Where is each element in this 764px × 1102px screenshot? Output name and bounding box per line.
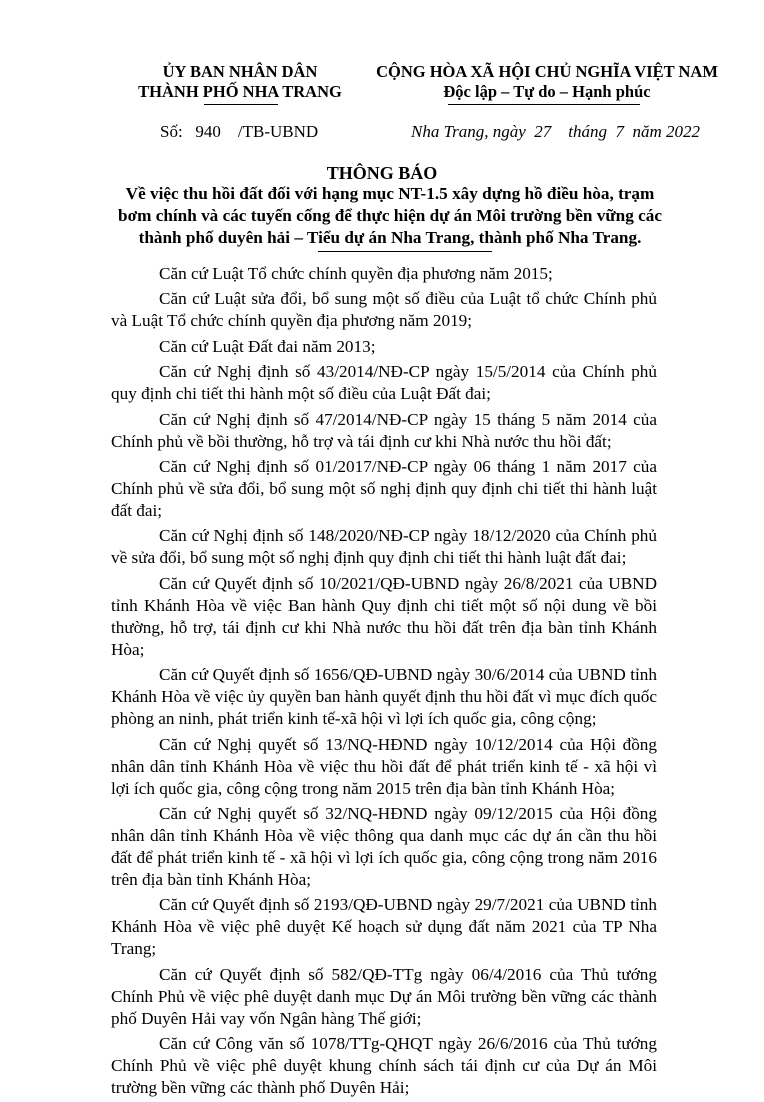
paragraph: Căn cứ Nghị quyết số 32/NQ-HĐND ngày 09/12/2015 của Hội đồng nhân dân tỉnh Khánh Hòa về việc thông qua danh mục các dự án cần thu hồi đất để phát triển kinh tế - xã hội vì lợi ích quốc gia, công cộng trong năm 2016 trên địa bàn tỉnh Khánh Hòa; xyxy=(111,803,657,889)
paragraph: Căn cứ Quyết định số 582/QĐ-TTg ngày 06/4/2016 của Thủ tướng Chính Phủ về việc phê duyệt danh mục Dự án Môi trường bền vững các thành phố Duyên Hải vay vốn Ngân hàng Thế giới; xyxy=(111,964,657,1028)
national-name: CỘNG HÒA XÃ HỘI CHỦ NGHĨA VIỆT NAM xyxy=(376,62,718,81)
subject-underline xyxy=(318,251,492,252)
document-number: Số: 940 /TB-UBND xyxy=(160,122,319,141)
document-body xyxy=(111,263,657,1102)
national-motto: Độc lập – Tự do – Hạnh phúc xyxy=(443,82,651,101)
paragraph: Căn cứ Quyết định số 10/2021/QĐ-UBND ngày 26/8/2021 của UBND tỉnh Khánh Hòa về việc Ban hành Quy định chi tiết một số nội dung về bồi thường, hỗ trợ, tái định cư khi Nhà nước thu hồi đất trên địa bàn tỉnh Khánh Hòa; xyxy=(111,573,657,659)
paragraph: Căn cứ Công văn số 1078/TTg-QHQT ngày 26/6/2016 của Thủ tướng Chính Phủ về việc phê duyệt khung chính sách tái định cư của Dự án Môi trường bền vững các thành phố Duyên Hải; xyxy=(111,1034,657,1098)
paragraph: Căn cứ Nghị định số 47/2014/NĐ-CP ngày 15 tháng 5 năm 2014 của Chính phủ về bồi thường, hỗ trợ và tái định cư khi Nhà nước thu hồi đất; xyxy=(111,409,657,451)
paragraph: Căn cứ Quyết định số 1656/QĐ-UBND ngày 30/6/2014 của UBND tỉnh Khánh Hòa về việc ủy quyền ban hành quyết định thu hồi đất vì mục đích quốc phòng an ninh, phát triển kinh tế-xã hội vì lợi ích quốc gia, công cộng; xyxy=(111,665,657,729)
authority-underline xyxy=(204,104,278,105)
paragraph: Căn cứ Nghị định số 43/2014/NĐ-CP ngày 15/5/2014 của Chính phủ quy định chi tiết thi hành một số điều của Luật Đất đai; xyxy=(111,362,657,404)
paragraph: Căn cứ Nghị định số 148/2020/NĐ-CP ngày 18/12/2020 của Chính phủ về sửa đổi, bổ sung một số nghị định quy định chi tiết thi hành luật đất đai; xyxy=(111,526,657,568)
paragraph: Căn cứ Luật Đất đai năm 2013; xyxy=(159,336,376,356)
paragraph: Căn cứ Luật sửa đổi, bổ sung một số điều của Luật tổ chức Chính phủ và Luật Tổ chức chính quyền địa phương năm 2019; xyxy=(111,289,657,331)
paragraph: Căn cứ Quyết định số 2193/QĐ-UBND ngày 29/7/2021 của UBND tỉnh Khánh Hòa về việc phê duyệt Kế hoạch sử dụng đất năm 2021 của TP Nha Trang; xyxy=(111,895,657,959)
place-and-date: Nha Trang, ngày 27 tháng 7 năm 2022 xyxy=(411,122,701,141)
issuing-authority xyxy=(110,62,370,102)
paragraph: Căn cứ Nghị quyết số 13/NQ-HĐND ngày 10/12/2014 của Hội đồng nhân dân tỉnh Khánh Hòa về việc thu hồi đất để phát triển kinh tế - xã hội vì lợi ích quốc gia, công cộng trong năm 2015 trên địa bàn tỉnh Khánh Hòa; xyxy=(111,734,657,798)
paragraph: Căn cứ Nghị định số 01/2017/NĐ-CP ngày 06 tháng 1 năm 2017 của Chính phủ về sửa đổi, bổ sung một số nghị định quy định chi tiết thi hành luật đất đai; xyxy=(111,456,657,520)
national-header xyxy=(362,62,732,102)
authority-line-2: THÀNH PHỐ NHA TRANG xyxy=(138,82,342,101)
paragraph: Căn cứ Luật Tổ chức chính quyền địa phương năm 2015; xyxy=(159,264,553,283)
document-title: THÔNG BÁO xyxy=(326,163,438,183)
document-subject: Về việc thu hồi đất đối với hạng mục NT-1.5 xây dựng hồ điều hòa, trạm bơm chính và các tuyến cống để thực hiện dự án Môi trường bền vững các thành phố duyên hải – Tiểu dự án Nha Trang, thành phố Nha Trang. xyxy=(118,184,662,247)
motto-underline xyxy=(448,104,640,105)
authority-line-1: ỦY BAN NHÂN DÂN xyxy=(162,62,318,81)
